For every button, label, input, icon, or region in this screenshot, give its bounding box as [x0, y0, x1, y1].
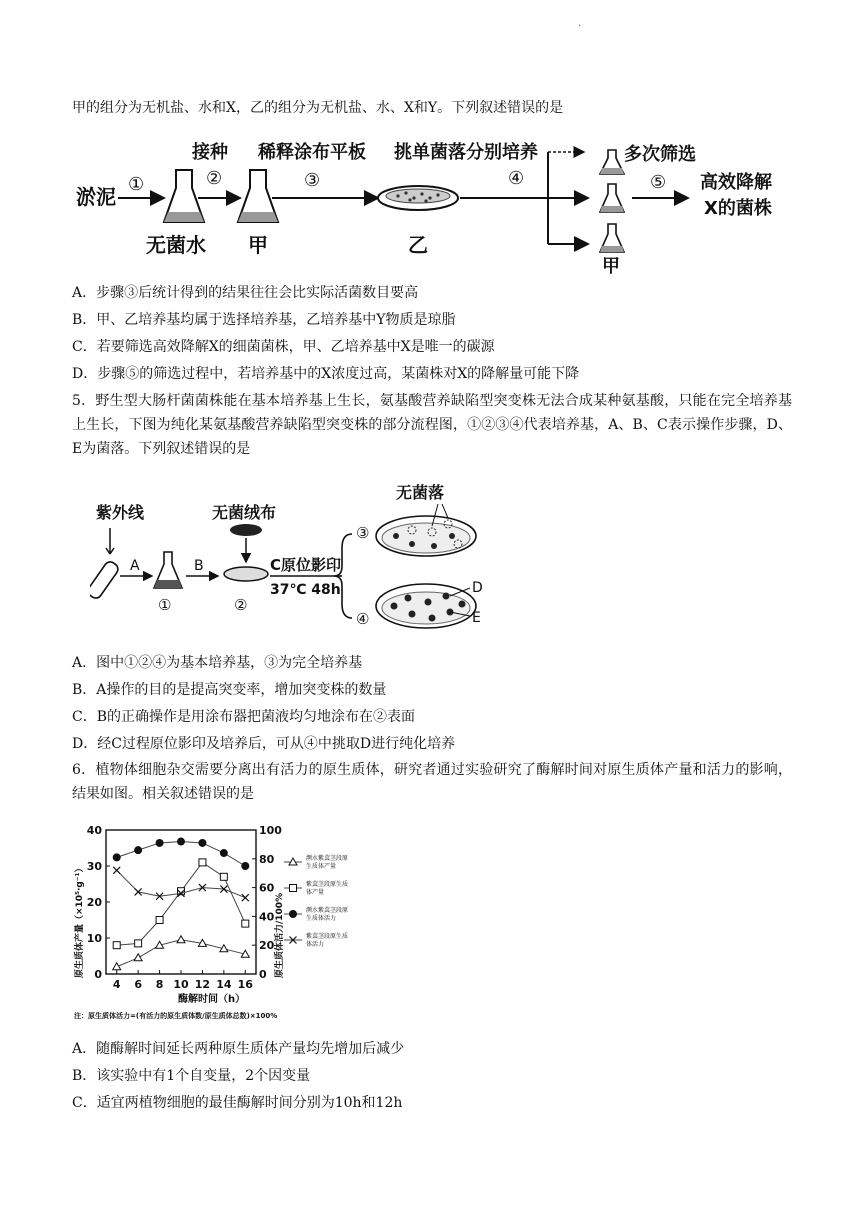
medium-1-label: ①	[158, 596, 172, 614]
y-right-tick-label: 40	[259, 910, 275, 924]
step-b-label: B	[194, 558, 204, 574]
x-tick-label: 14	[216, 978, 232, 991]
result-line1: 高效降解	[700, 172, 772, 193]
q6-option-c: C．适宜两植物细胞的最佳酶解时间分别为10h和12h	[72, 1095, 403, 1111]
step2-label: ②	[206, 168, 223, 189]
x-tick-label: 8	[155, 978, 164, 991]
y-right-tick-label: 100	[259, 824, 282, 837]
data-point	[177, 838, 185, 846]
step4-label: ④	[508, 168, 525, 189]
q5-option-b: B．A操作的目的是提高突变率，增加突变株的数量	[72, 682, 387, 698]
y-left-tick-label: 30	[86, 860, 102, 873]
brace	[334, 534, 352, 618]
legend-entry-cont: 生质体活力	[306, 915, 337, 922]
legend-marker	[289, 910, 297, 918]
step1-label: ①	[128, 174, 145, 195]
y-left-tick-label: 0	[94, 968, 102, 981]
y-right-tick-label: 60	[259, 881, 275, 895]
colony-d-label: D	[472, 580, 483, 596]
data-point	[113, 963, 121, 970]
data-point	[134, 846, 142, 854]
q5-stem: 5．野生型大肠杆菌菌株能在基本培养基上生长，氨基酸营养缺陷型突变株无法合成某种氨基酸，只能在完全培养基上生长，下图为纯化某氨基酸营养缺陷型突变株的部分流程图，①②③④代表培养基，A、B、C表示操作步骤，D、E为菌落。下列叙述错误的是	[72, 393, 792, 457]
q5-option-d: D．经C过程原位影印及培养后，可从④中挑取D进行纯化培养	[72, 736, 456, 752]
q6-line-chart	[70, 818, 370, 1026]
q4-flow-diagram	[72, 128, 812, 274]
step-a-label: A	[130, 558, 140, 574]
legend-entry-cont: 体产量	[306, 889, 325, 896]
colony-e-label: E	[472, 610, 481, 626]
plate-yi-label: 乙	[408, 233, 428, 257]
result-line2: X的菌株	[704, 198, 772, 219]
data-point	[242, 894, 249, 901]
x-tick-label: 6	[134, 978, 142, 991]
sterile-water-label: 无菌水	[146, 233, 206, 257]
data-point	[134, 954, 142, 961]
x-tick-label: 4	[112, 978, 121, 991]
y-right-tick-label: 80	[259, 852, 275, 866]
y-right-axis-label: 原生质体活力/100%	[275, 892, 285, 978]
test-tube-icon	[90, 560, 120, 601]
data-point	[220, 873, 227, 880]
q6-option-a: A．随酶解时间延长两种原生质体产量均先增加后减少	[72, 1041, 405, 1057]
data-point	[113, 853, 121, 861]
data-point	[198, 839, 206, 847]
data-point	[199, 859, 206, 866]
x-tick-label: 10	[173, 978, 189, 991]
screen-label: 多次筛选	[624, 144, 696, 165]
step3-label: ③	[304, 170, 321, 191]
y-left-tick-label: 20	[86, 896, 102, 909]
legend-entry-cont: 体活力	[306, 941, 325, 948]
y-right-tick-label: 0	[259, 968, 267, 981]
flask-jia-label: 甲	[248, 233, 268, 257]
medium-3-label: ③	[356, 524, 370, 542]
q6-stem: 6．植物体细胞杂交需要分离出有活力的原生质体，研究者通过实验研究了酶解时间对原生质体产量和活力的影响，结果如图。相关叙述错误的是	[72, 762, 792, 802]
x-axis-label: 酶解时间（h）	[178, 994, 246, 1005]
pick-label: 挑单菌落分别培养	[394, 142, 538, 163]
petri-dish-icon	[224, 567, 268, 581]
legend-entry: 濒水紫萁茎段原	[306, 855, 349, 862]
legend-entry-cont: 生质体产量	[306, 863, 337, 870]
legend-entry: 紫萁茎段原生质	[306, 881, 349, 888]
mud-label: 淤泥	[76, 185, 116, 209]
step5-label: ⑤	[650, 172, 667, 193]
dilute-label: 稀释涂布平板	[258, 142, 366, 163]
x-tick-label: 12	[194, 978, 211, 991]
legend-marker	[290, 885, 297, 892]
velvet-icon	[230, 524, 262, 536]
y-left-tick-label: 40	[86, 824, 102, 837]
q5-option-a: A．图中①②④为基本培养基，③为完全培养基	[72, 655, 363, 671]
q5-option-c: C．B的正确操作是用涂布器把菌液均匀地涂布在②表面	[72, 709, 415, 725]
q5-flow-diagram	[90, 478, 510, 638]
data-point	[177, 936, 185, 943]
q4-stem-tail: 甲的组分为无机盐、水和X，乙的组分为无机盐、水、X和Y。下列叙述错误的是	[72, 100, 564, 116]
medium-2-label: ②	[234, 596, 248, 614]
data-point	[220, 849, 228, 857]
data-point	[156, 917, 163, 924]
legend-entry: 紫萁茎段原生质	[306, 933, 349, 940]
chart-note: 注：原生质体活力=(有活力的原生质体数/原生质体总数)×100%	[74, 1012, 278, 1020]
y-right-tick-label: 20	[259, 939, 275, 953]
header-mark: .	[578, 18, 582, 29]
q4-option-a: A．步骤③后统计得到的结果往往会比实际活菌数目要高	[72, 285, 419, 301]
plot-frame	[106, 830, 256, 974]
uv-label: 紫外线	[96, 503, 145, 522]
q4-option-b: B．甲、乙培养基均属于选择培养基，乙培养基中Y物质是琼脂	[72, 312, 456, 328]
flask-jia2-label: 甲	[602, 256, 620, 274]
condition-label: 37℃ 48h	[270, 582, 341, 598]
velvet-label: 无菌绒布	[212, 503, 277, 522]
data-point	[113, 942, 120, 949]
data-point	[241, 862, 249, 870]
data-point	[113, 867, 120, 874]
step-c-label: C原位影印	[270, 556, 342, 574]
data-point	[242, 920, 249, 927]
data-point	[156, 839, 164, 847]
q4-option-d: D．步骤⑤的筛选过程中，若培养基中的X浓度过高，某菌株对X的降解量可能下降	[72, 366, 580, 382]
q4-option-c: C．若要筛选高效降解X的细菌菌株，甲、乙培养基中X是唯一的碳源	[72, 339, 495, 355]
legend-entry: 濒水紫萁茎段原	[306, 907, 349, 914]
y-left-tick-label: 10	[86, 932, 102, 945]
medium-4-label: ④	[356, 610, 370, 628]
q6-option-b: B．该实验中有1个自变量，2个因变量	[72, 1068, 311, 1084]
y-left-axis-label: 原生质体产量（×10⁵·g⁻¹）	[75, 863, 85, 978]
inoculate-label: 接种	[192, 142, 228, 163]
data-point	[135, 940, 142, 947]
x-tick-label: 16	[237, 978, 253, 991]
no-colony-label: 无菌落	[396, 483, 445, 502]
